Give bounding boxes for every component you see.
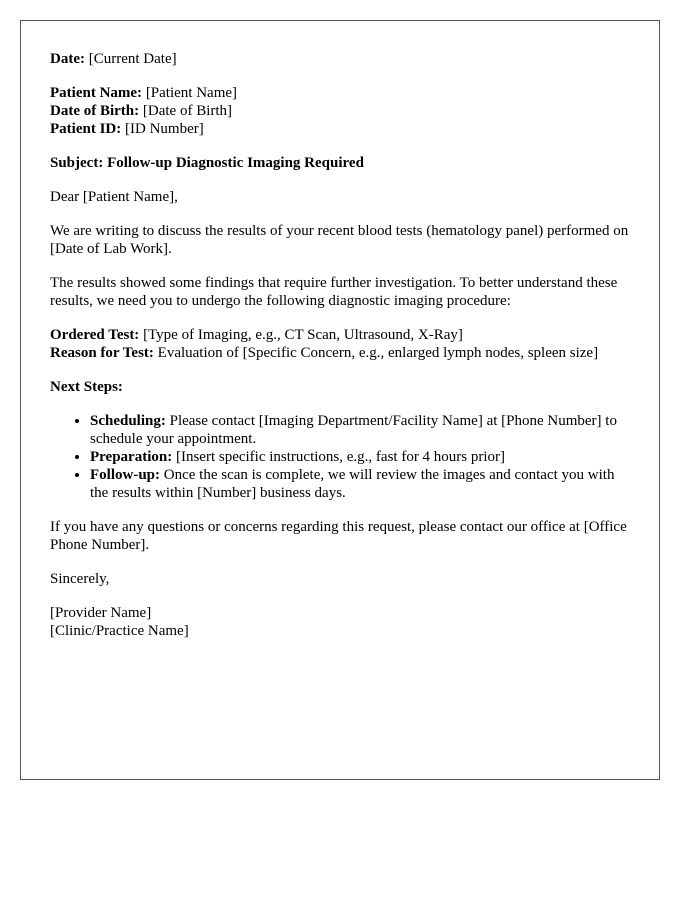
date-label: Date:: [50, 51, 85, 67]
next-steps-heading-text: Next Steps:: [50, 379, 123, 395]
patient-name-label: Patient Name:: [50, 85, 143, 101]
date-line: [50, 50, 631, 68]
body-paragraph-2: The results showed some findings that require further investigation. To better understand these results, we need you to undergo the following diagnostic imaging procedure:: [50, 275, 618, 309]
provider-name: [Provider Name]: [50, 605, 152, 621]
patient-id-value: [ID Number]: [125, 121, 204, 137]
preparation-label: Preparation:: [90, 449, 173, 465]
subject-text: Subject: Follow-up Diagnostic Imaging Required: [50, 155, 364, 171]
date-of-birth-label: Date of Birth:: [50, 103, 140, 119]
patient-name-value: [Patient Name]: [145, 85, 238, 101]
patient-id-label: Patient ID:: [50, 121, 122, 137]
next-steps-list: [50, 412, 631, 502]
scheduling-label: Scheduling:: [90, 413, 166, 429]
signoff: Sincerely,: [50, 571, 110, 587]
follow-up-text: Once the scan is complete, we will review the images and contact you with the results within [Number] business days.: [90, 467, 615, 501]
list-item-scheduling: [90, 412, 631, 448]
reason-for-test-label: Reason for Test:: [50, 345, 154, 361]
signature-block: [50, 604, 631, 640]
follow-up-label: Follow-up:: [90, 467, 161, 483]
salutation: Dear [Patient Name],: [50, 189, 178, 205]
scheduling-text: Please contact [Imaging Department/Facility Name] at [Phone Number] to schedule your appointment.: [90, 413, 617, 447]
body-paragraph-1: We are writing to discuss the results of your recent blood tests (hematology panel) performed on [Date of Lab Work].: [50, 223, 629, 257]
preparation-text: [Insert specific instructions, e.g., fast for 4 hours prior]: [175, 449, 506, 465]
letter-page: [20, 20, 660, 780]
subject-line: [50, 154, 631, 172]
patient-info: [50, 84, 631, 138]
closing-paragraph: If you have any questions or concerns regarding this request, please contact our office at [Office Phone Number].: [50, 519, 627, 553]
ordered-test-value: [Type of Imaging, e.g., CT Scan, Ultrasound, X-Ray]: [143, 327, 463, 343]
next-steps-heading: [50, 378, 631, 396]
clinic-name: [Clinic/Practice Name]: [50, 623, 189, 639]
ordered-test-label: Ordered Test:: [50, 327, 140, 343]
order-details: [50, 326, 631, 362]
list-item-preparation: [90, 448, 631, 466]
date-value: [Current Date]: [88, 51, 177, 67]
list-item-follow-up: [90, 466, 631, 502]
ordered-test-line: [50, 326, 631, 344]
patient-name-line: [50, 84, 631, 102]
reason-for-test-line: [50, 344, 631, 362]
date-of-birth-line: [50, 102, 631, 120]
date-of-birth-value: [Date of Birth]: [142, 103, 233, 119]
reason-for-test-value: Evaluation of [Specific Concern, e.g., enlarged lymph nodes, spleen size]: [157, 345, 599, 361]
patient-id-line: [50, 120, 631, 138]
